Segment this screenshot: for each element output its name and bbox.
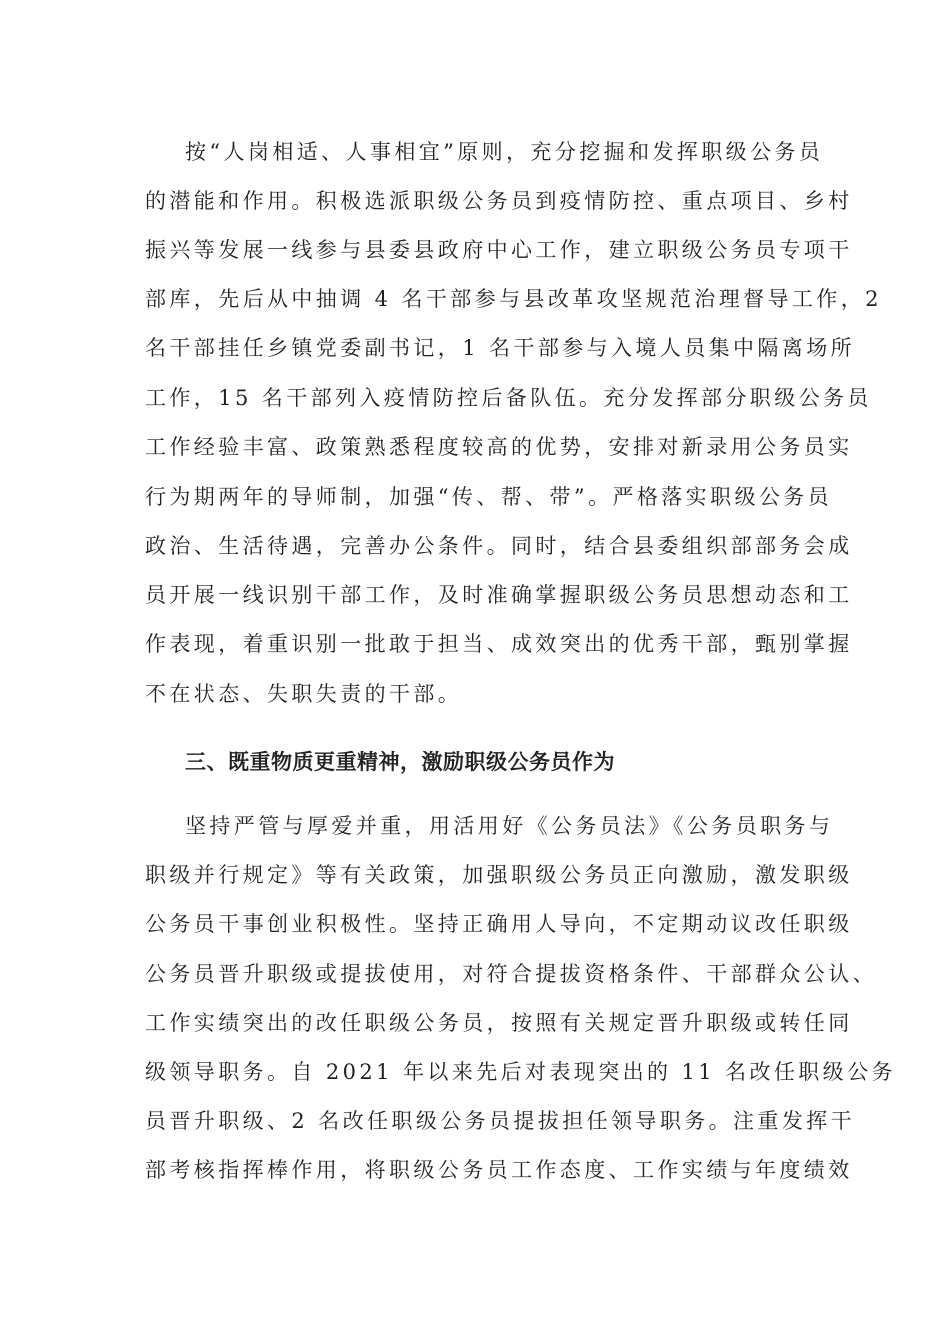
text-line: 员晋升职级、2 名改任职级公务员提拔担任领导职务。注重发挥干 xyxy=(145,1109,856,1133)
text-line: 部库，先后从中抽调 4 名干部参与县改革攻坚规范治理督导工作，2 xyxy=(145,287,882,311)
text-line: 员开展一线识别干部工作，及时准确掌握职级公务员思想动态和工 xyxy=(145,583,853,607)
text-line: 作表现，着重识别一批敢于担当、成效突出的优秀干部，甄别掌握 xyxy=(145,632,853,656)
text-line: 行为期两年的导师制，加强“传、帮、带”。严格落实职级公务员 xyxy=(145,485,833,509)
text-line: 坚持严管与厚爱并重，用活用好《公务员法》《公务员职务与 xyxy=(185,814,834,838)
text-line: 的潜能和作用。积极选派职级公务员到疫情防控、重点项目、乡村 xyxy=(145,189,853,213)
text-line: 公务员干事创业积极性。坚持正确用人导向，不定期动议改任职级 xyxy=(145,912,853,936)
text-line: 不在状态、失职失责的干部。 xyxy=(145,682,463,706)
text-line: 工作，15 名干部列入疫情防控后备队伍。充分发挥部分职级公务员 xyxy=(145,386,872,410)
text-line: 级领导职务。自 2021 年以来先后对表现突出的 11 名改任职级公务 xyxy=(145,1060,896,1084)
text-line: 政治、生活待遇，完善办公条件。同时，结合县委组织部部务会成 xyxy=(145,534,853,558)
text-line: 公务员晋升职级或提拔使用，对符合提拔资格条件、干部群众公认、 xyxy=(145,962,877,986)
text-line: 按“人岗相适、人事相宜”原则，充分挖掘和发挥职级公务员 xyxy=(185,140,824,164)
text-line: 工作经验丰富、政策熟悉程度较高的优势，安排对新录用公务员实 xyxy=(145,435,853,459)
text-line: 工作实绩突出的改任职级公务员，按照有关规定晋升职级或转任同 xyxy=(145,1011,853,1035)
text-line: 振兴等发展一线参与县委县政府中心工作，建立职级公务员专项干 xyxy=(145,238,853,262)
text-line: 名干部挂任乡镇党委副书记，1 名干部参与入境人员集中隔离场所 xyxy=(145,336,856,360)
text-line: 职级并行规定》等有关政策，加强职级公务员正向激励，激发职级 xyxy=(145,863,853,887)
section-heading: 三、既重物质更重精神，激励职级公务员作为 xyxy=(185,750,615,774)
text-line: 部考核指挥棒作用，将职级公务员工作态度、工作实绩与年度绩效 xyxy=(145,1158,853,1182)
